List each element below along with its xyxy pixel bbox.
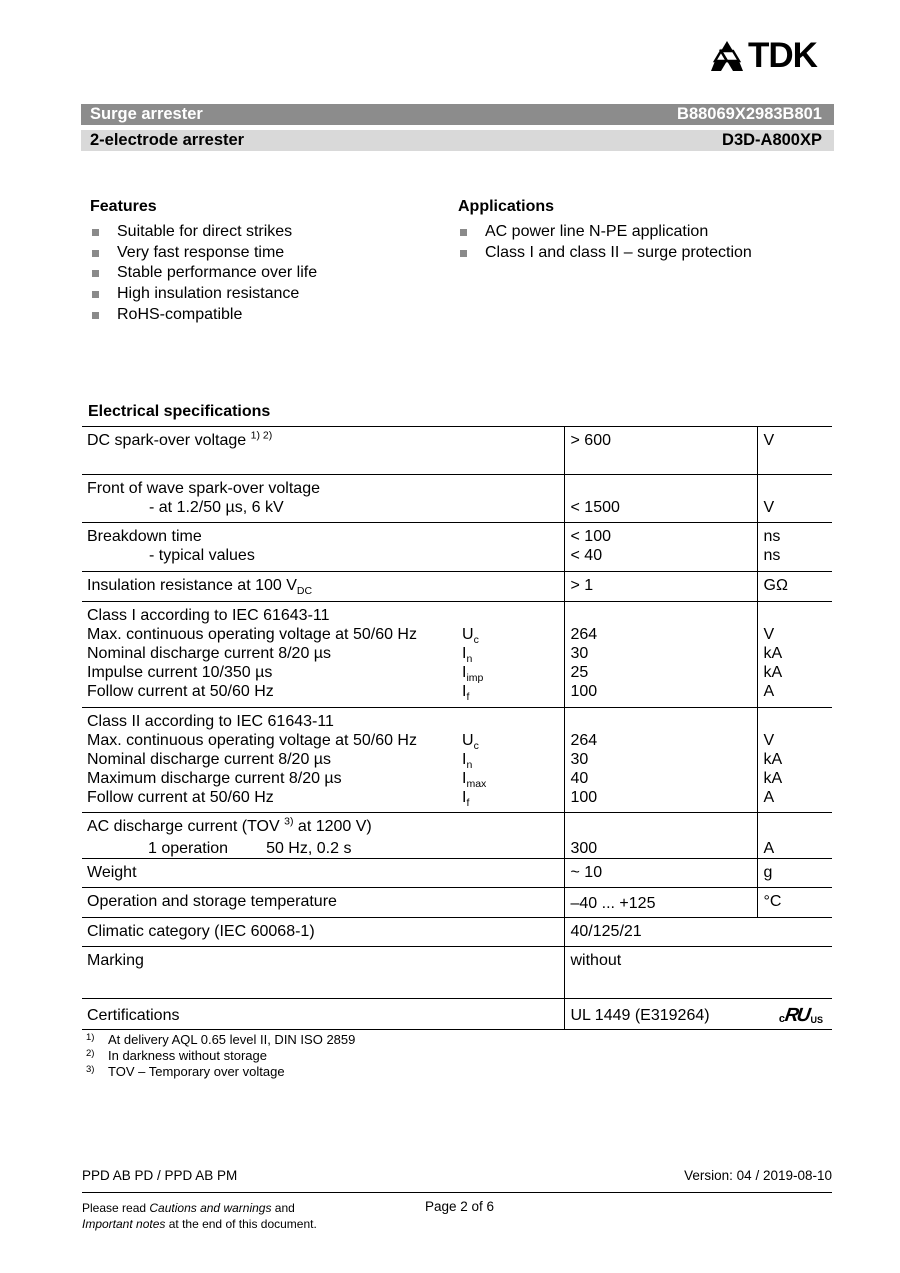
header-bar-secondary (81, 130, 834, 151)
bullet-icon (92, 291, 99, 298)
features-section (90, 198, 317, 326)
type-code: D3D-A800XP (722, 131, 822, 149)
ul-recognized-mark-icon: c RU US (778, 1005, 823, 1026)
page-number: Page 2 of 6 (425, 1199, 495, 1214)
list-item: RoHS-compatible (90, 305, 317, 326)
applications-heading: Applications (458, 198, 555, 215)
order-code: B88069X2983B801 (677, 105, 822, 123)
bullet-icon (92, 270, 99, 277)
electrical-specs-table (82, 426, 832, 1030)
table-row: Front of wave spark-over voltage - at 1.2/50 µs, 6 kV < 1500 V (82, 475, 832, 523)
tdk-logo-icon (710, 40, 744, 72)
footnote: 3) TOV – Temporary over voltage (86, 1064, 285, 1079)
table-row: AC discharge current (TOV $^{3)}$ at 1200 V) 1 operation 50 Hz, 0.2 s 300 A (82, 813, 832, 859)
footnote: 2) In darkness without storage (86, 1048, 267, 1063)
table-row: Class I according to IEC 61643-11 Max. continuous operating voltage at 50/60 Hz $U_c$ Nominal discharge current 8/20 µs $I_n$ Impulse current 10/350 µs $I_{imp}$ Follow current at 50/60 Hz $I_f$ 264 30 25 100 V kA kA A (82, 602, 832, 708)
table-row: Operation and storage temperature –40 ... +125 °C (82, 888, 832, 918)
logo-text: TDK (748, 36, 817, 75)
list-item: Stable performance over life (90, 263, 317, 284)
bullet-icon (92, 312, 99, 319)
footer-divider (82, 1192, 832, 1193)
footer-version: Version: 04 / 2019-08-10 (684, 1168, 832, 1183)
table-row: Insulation resistance at 100 $V_{DC}$ > 1 GΩ (82, 572, 832, 602)
table-row: Marking without (82, 947, 832, 999)
product-subtitle: 2-electrode arrester (90, 131, 245, 149)
applications-section (458, 198, 752, 263)
list-item: Class I and class II – surge protection (458, 243, 752, 264)
footer-notice: Please read Cautions and warnings and Important notes at the end of this document. (82, 1201, 317, 1231)
list-item: Very fast response time (90, 243, 317, 264)
table-row: Weight ~ 10 g (82, 859, 832, 888)
table-row: Climatic category (IEC 60068-1) 40/125/21 (82, 918, 832, 947)
footer-department: PPD AB PD / PPD AB PM (82, 1168, 238, 1183)
bullet-icon (460, 250, 467, 257)
list-item: Suitable for direct strikes (90, 222, 317, 243)
table-row: Class II according to IEC 61643-11 Max. continuous operating voltage at 50/60 Hz $U_c$ Nominal discharge current 8/20 µs $I_n$ Maximum discharge current 8/20 µs $I_{max}$ Follow current at 50/60 Hz $I_f$ 264 30 40 100 V kA kA A (82, 708, 832, 813)
list-item: High insulation resistance (90, 284, 317, 305)
bullet-icon (92, 250, 99, 257)
table-row: Breakdown time - typical values < 100 < 40 ns ns (82, 523, 832, 572)
table-row: DC spark-over voltage $^{1) 2)}$ > 600 V (82, 427, 832, 475)
product-type: Surge arrester (90, 105, 203, 123)
applications-list (458, 222, 752, 263)
bullet-icon (460, 229, 467, 236)
tdk-logo (710, 38, 836, 74)
bullet-icon (92, 229, 99, 236)
features-list (90, 222, 317, 326)
table-row: Certifications UL 1449 (E319264) c RU US (82, 999, 832, 1030)
header-bar-primary (81, 104, 834, 125)
electrical-specs-heading: Electrical specifications (88, 403, 271, 420)
list-item: AC power line N-PE application (458, 222, 752, 243)
footnote: 1) At delivery AQL 0.65 level II, DIN ISO 2859 (86, 1032, 356, 1047)
features-heading: Features (90, 198, 157, 215)
